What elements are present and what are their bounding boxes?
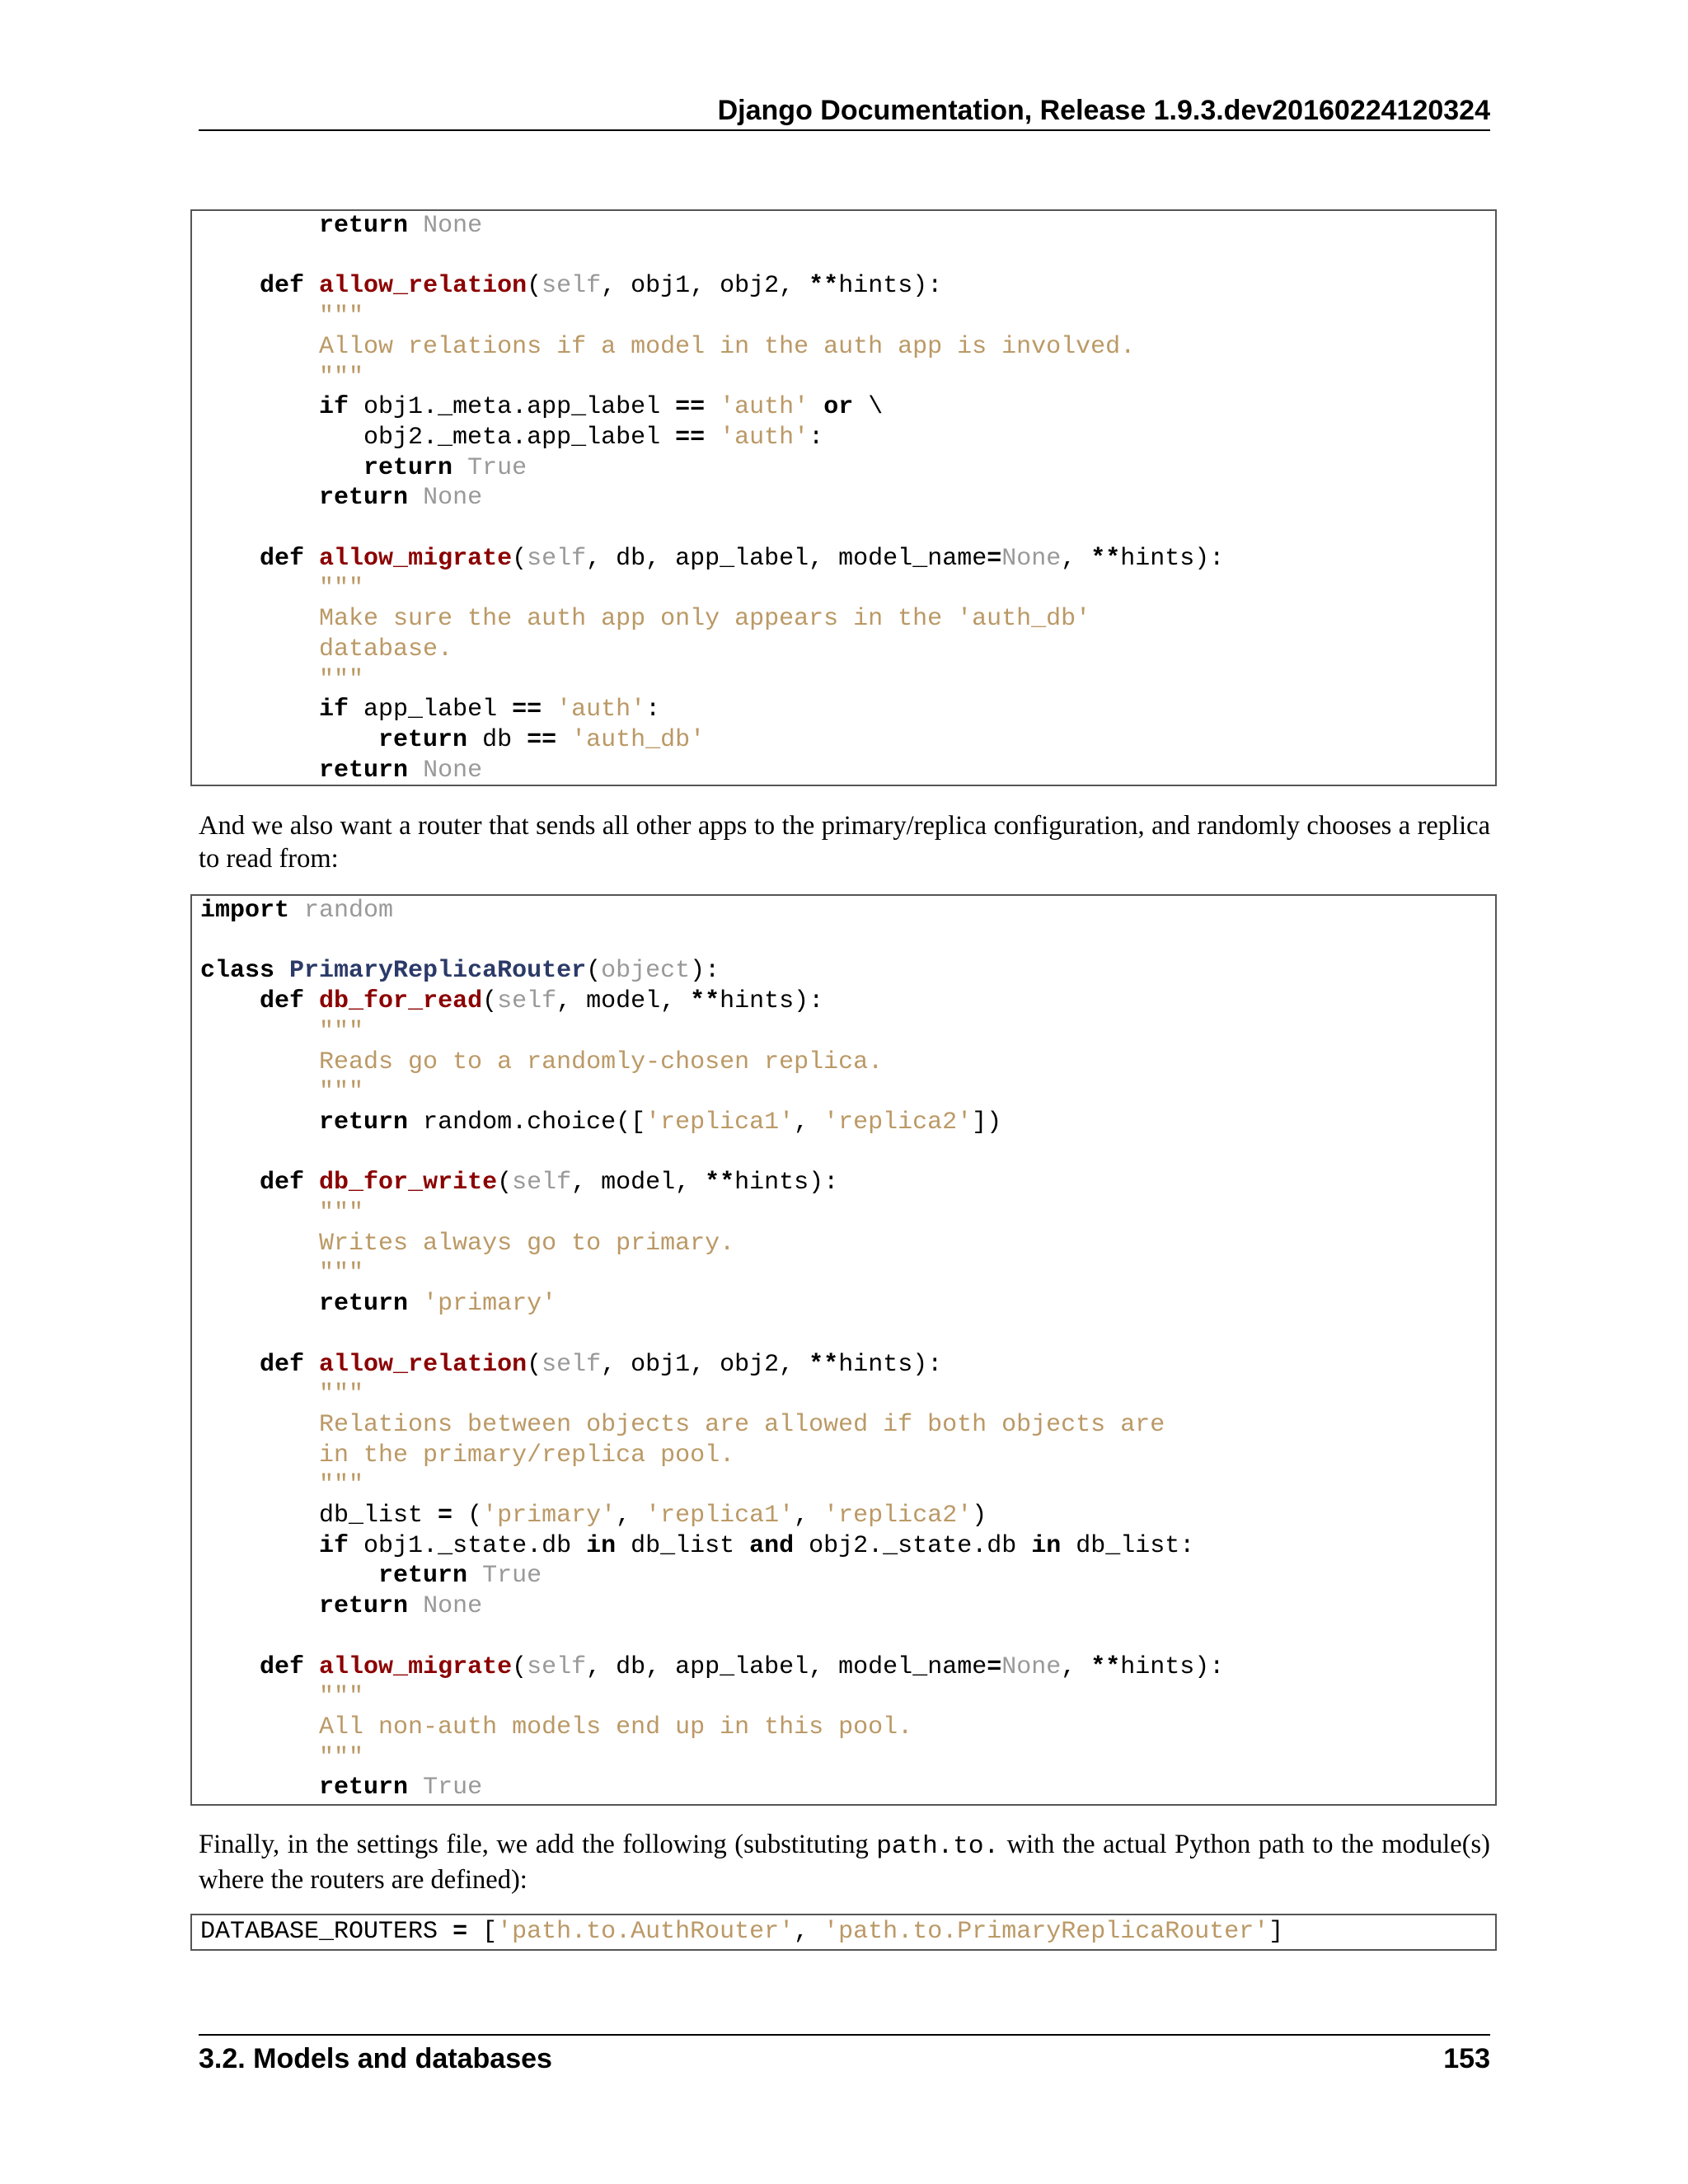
code-token: 'auth'	[720, 423, 809, 452]
code-line	[200, 1471, 363, 1499]
code-token: None	[423, 1592, 483, 1621]
code-token: =	[987, 544, 1002, 573]
code-token: 'auth'	[720, 393, 809, 422]
code-line	[200, 545, 1224, 573]
code-token: hints):	[734, 1169, 839, 1197]
code-line	[200, 212, 482, 240]
code-token: return	[319, 212, 409, 240]
code-line	[200, 1108, 1001, 1137]
code-token: None	[423, 212, 483, 240]
code-token: ,	[1061, 1652, 1091, 1681]
code-token	[200, 212, 319, 240]
code-token: (	[586, 957, 602, 986]
code-token: def	[260, 1350, 305, 1379]
code-token: 'replica2'	[823, 1502, 973, 1530]
code-line	[200, 1411, 1165, 1439]
code-token	[408, 1774, 423, 1802]
code-token: obj2._state.db	[794, 1531, 1032, 1560]
code-token: def	[260, 272, 305, 301]
code-line	[200, 1683, 363, 1711]
code-token: , obj1, obj2,	[601, 1350, 809, 1379]
code-token: **	[1090, 1652, 1121, 1681]
code-token: return	[319, 484, 409, 513]
code-token: None	[1001, 1652, 1062, 1681]
code-token	[200, 574, 319, 602]
code-token	[200, 545, 260, 573]
code-token: =	[452, 1918, 468, 1946]
code-token	[200, 726, 378, 754]
code-token: \	[853, 393, 884, 422]
code-token: or	[823, 393, 854, 422]
code-token: object	[601, 957, 691, 986]
code-token: (	[512, 544, 528, 573]
code-line	[200, 424, 823, 452]
code-token	[556, 726, 571, 754]
code-token	[200, 484, 319, 512]
code-token: def	[260, 1169, 305, 1197]
code-token: None	[423, 756, 483, 785]
code-token: database.	[319, 635, 453, 663]
code-token: self	[527, 1652, 587, 1681]
code-line	[200, 1441, 734, 1469]
code-token: :	[809, 423, 824, 452]
running-footer	[199, 2039, 1490, 2079]
code-token	[304, 1653, 319, 1681]
code-line	[200, 1380, 363, 1408]
code-token	[200, 1683, 319, 1711]
code-token: True	[423, 1774, 483, 1802]
code-token: return	[378, 725, 468, 754]
code-line	[200, 987, 823, 1015]
code-token: ==	[512, 696, 542, 724]
section-title: 3.2. Models and databases	[199, 2043, 552, 2074]
code-token: self	[527, 544, 587, 573]
code-token	[200, 1230, 319, 1258]
code-line	[200, 1774, 482, 1802]
code-token	[200, 1653, 260, 1681]
code-token: allow_migrate	[319, 544, 513, 573]
code-token: **	[705, 1169, 735, 1197]
code-token: , db, app_label, model_name	[586, 544, 987, 573]
code-token: if	[319, 696, 349, 724]
code-line	[200, 363, 363, 391]
running-header: Django Documentation, Release 1.9.3.dev20160224120324	[717, 95, 1490, 126]
footer-rule	[199, 2034, 1490, 2036]
code-token	[200, 1351, 260, 1379]
code-token: **	[809, 272, 839, 301]
code-line	[200, 1592, 482, 1620]
code-token: ,	[794, 1502, 824, 1530]
code-token	[200, 987, 260, 1015]
code-token: 'primary'	[423, 1290, 557, 1319]
code-token: def	[260, 1652, 305, 1681]
code-token	[200, 1592, 319, 1620]
code-token	[200, 1774, 319, 1802]
code-line	[200, 757, 482, 785]
code-token: """	[319, 1199, 364, 1228]
code-token	[200, 454, 363, 482]
code-line	[200, 1502, 987, 1530]
code-block-primary-replica-router	[190, 894, 1497, 1806]
code-token: return	[378, 1562, 468, 1591]
code-token: [	[467, 1918, 498, 1946]
code-line	[200, 484, 482, 512]
code-token	[200, 333, 319, 361]
code-token	[408, 1592, 423, 1620]
code-token: hints):	[838, 1350, 943, 1379]
header-rule	[199, 129, 1490, 131]
code-line	[200, 696, 660, 724]
code-token: return	[319, 1290, 409, 1319]
code-token	[304, 545, 319, 573]
code-token: (	[527, 1350, 542, 1379]
code-token	[200, 1471, 319, 1499]
code-token: """	[319, 574, 364, 603]
code-token	[304, 272, 319, 300]
code-token: True	[467, 453, 528, 482]
code-token	[200, 1108, 319, 1137]
code-token: Allow relations if a model in the auth app is involved.	[319, 332, 1136, 361]
code-token: """	[319, 1380, 364, 1409]
code-token: """	[319, 1683, 364, 1712]
code-token: , model,	[556, 987, 691, 1016]
code-token	[200, 1562, 378, 1590]
code-listing	[192, 1915, 1495, 1948]
code-token: 'replica1'	[645, 1108, 795, 1137]
code-token: , model,	[571, 1169, 706, 1197]
code-token	[467, 1562, 482, 1590]
code-token	[200, 1380, 319, 1408]
code-token	[200, 1169, 260, 1197]
code-token: db_list	[616, 1531, 750, 1560]
code-token	[200, 1078, 319, 1106]
code-token: DATABASE_ROUTERS	[200, 1918, 453, 1946]
code-token: hints):	[1120, 1652, 1225, 1681]
code-token: hints):	[1120, 544, 1225, 573]
code-token: Relations between objects are allowed if both objects are	[319, 1410, 1165, 1439]
code-token: =	[438, 1502, 453, 1530]
code-token: PrimaryReplicaRouter	[289, 957, 587, 986]
code-token: 'primary'	[482, 1502, 617, 1530]
code-token: 'replica2'	[823, 1108, 973, 1137]
code-token	[200, 1744, 319, 1772]
code-token	[705, 393, 720, 421]
code-token	[200, 1259, 319, 1287]
code-token: 'replica1'	[645, 1502, 795, 1530]
code-token: 'auth_db'	[571, 725, 706, 754]
code-token: """	[319, 1259, 364, 1288]
code-token: ==	[527, 725, 557, 754]
code-token: """	[319, 302, 364, 331]
code-line	[200, 1744, 363, 1772]
code-token: class	[200, 957, 275, 986]
code-token: 'path.to.PrimaryReplicaRouter'	[823, 1918, 1269, 1946]
code-token	[200, 363, 319, 391]
code-token	[542, 696, 556, 724]
code-token	[200, 1441, 319, 1469]
code-listing	[192, 896, 1495, 1803]
code-token	[304, 1351, 319, 1379]
code-line	[200, 726, 705, 754]
code-token: obj1._state.db	[349, 1531, 587, 1560]
code-token	[274, 957, 289, 985]
code-token: self	[542, 272, 602, 301]
code-line	[200, 1713, 912, 1741]
code-token	[200, 635, 319, 663]
code-token: , db, app_label, model_name	[586, 1652, 987, 1681]
code-token: None	[423, 484, 483, 513]
code-token: """	[319, 1078, 364, 1107]
code-token: (	[527, 272, 542, 301]
code-token	[408, 212, 423, 240]
code-token: ==	[675, 423, 706, 452]
code-token	[452, 454, 467, 482]
code-token	[200, 696, 319, 724]
code-line	[200, 574, 363, 602]
code-token: in the primary/replica pool.	[319, 1441, 735, 1469]
code-token: **	[1090, 544, 1121, 573]
code-line	[200, 1351, 942, 1379]
code-token: """	[319, 1743, 364, 1772]
code-token: Reads go to a randomly-chosen replica.	[319, 1047, 884, 1076]
code-token: db_for_read	[319, 987, 483, 1016]
code-line	[200, 957, 720, 985]
code-token	[200, 1713, 319, 1741]
code-line	[200, 1230, 734, 1258]
code-token: **	[690, 987, 720, 1016]
code-line	[200, 302, 363, 330]
code-token: None	[1001, 544, 1062, 573]
code-line	[200, 1290, 556, 1318]
code-token: in	[1031, 1531, 1062, 1560]
code-token: obj2._meta.app_label	[200, 423, 676, 452]
code-token: True	[482, 1562, 542, 1591]
code-token: import	[200, 897, 290, 925]
code-line	[200, 1532, 1194, 1560]
code-token	[408, 757, 423, 785]
code-token: if	[319, 393, 349, 422]
code-token: return	[319, 756, 409, 785]
code-token	[200, 1199, 319, 1227]
code-token	[200, 1411, 319, 1439]
code-token: def	[260, 544, 305, 573]
code-token	[200, 1290, 319, 1318]
code-token: self	[542, 1350, 602, 1379]
code-token: db_list:	[1061, 1531, 1195, 1560]
code-token: random.choice([	[408, 1108, 646, 1137]
code-token: """	[319, 1017, 364, 1046]
code-token: db_list	[200, 1502, 438, 1530]
code-token	[200, 666, 319, 694]
code-token	[304, 987, 319, 1015]
code-token: obj1._meta.app_label	[349, 393, 676, 422]
code-line	[200, 666, 363, 694]
code-token: ,	[794, 1918, 824, 1946]
code-line	[200, 1169, 838, 1197]
code-token: db_for_write	[319, 1169, 498, 1197]
page-number: 153	[1443, 2043, 1490, 2074]
code-token: **	[809, 1350, 839, 1379]
code-token: if	[319, 1531, 349, 1560]
code-token: ,	[794, 1108, 824, 1137]
paragraph-text: And we also want a router that sends all other apps to the primary/replica configuration, and randomly chooses a replica to read from:	[199, 811, 1490, 874]
code-token	[200, 1048, 319, 1076]
code-token: All non-auth models end up in this pool.	[319, 1713, 913, 1741]
code-token: in	[586, 1531, 617, 1560]
code-token: def	[260, 987, 305, 1016]
code-token	[289, 897, 304, 925]
code-block-settings	[190, 1914, 1497, 1951]
code-line	[200, 1562, 542, 1590]
code-token: , obj1, obj2,	[601, 272, 809, 301]
code-token: db	[467, 725, 528, 754]
code-token	[705, 424, 720, 452]
code-token: allow_relation	[319, 1350, 528, 1379]
code-token: (	[497, 1169, 513, 1197]
code-line	[200, 1259, 363, 1287]
code-token: 'auth'	[556, 696, 646, 724]
code-token	[200, 605, 319, 633]
code-token: )	[972, 1502, 987, 1530]
code-token: self	[512, 1169, 572, 1197]
code-token: app_label	[349, 696, 513, 724]
code-token	[200, 757, 319, 785]
code-token: return	[319, 1774, 409, 1802]
code-token: (	[512, 1652, 528, 1681]
paragraph-text-start: Finally, in the settings file, we add the following (substituting	[199, 1830, 877, 1859]
code-token: Writes always go to primary.	[319, 1229, 735, 1258]
code-token: (	[482, 987, 498, 1016]
body-paragraph	[199, 809, 1490, 875]
code-line	[200, 393, 883, 421]
code-line	[200, 1918, 1283, 1946]
code-line	[200, 1653, 1224, 1681]
code-token	[408, 1290, 423, 1318]
code-token: """	[319, 1471, 364, 1500]
code-line	[200, 1018, 363, 1046]
code-line	[200, 635, 452, 663]
code-listing	[192, 211, 1495, 785]
code-token: random	[304, 897, 394, 925]
code-line	[200, 272, 942, 300]
code-token: ==	[675, 393, 706, 422]
code-token	[200, 302, 319, 330]
code-token: ,	[616, 1502, 646, 1530]
code-line	[200, 605, 1090, 633]
code-token: return	[363, 453, 453, 482]
paragraph-text-end: with the actual Python path to the module(s) where the routers are defined):	[199, 1830, 1490, 1895]
code-token	[200, 393, 319, 421]
code-token: self	[497, 987, 557, 1016]
code-token	[200, 1018, 319, 1046]
code-token: ,	[1061, 544, 1091, 573]
code-line	[200, 897, 393, 925]
code-token: and	[749, 1531, 795, 1560]
code-token: :	[645, 696, 661, 724]
code-line	[200, 454, 527, 482]
code-token	[809, 393, 823, 421]
code-token: return	[319, 1108, 409, 1137]
code-token: ):	[690, 957, 720, 986]
inline-code: path.to.	[876, 1832, 1000, 1861]
code-line	[200, 1048, 883, 1076]
code-line	[200, 1078, 363, 1106]
code-token: allow_relation	[319, 272, 528, 301]
code-line	[200, 333, 1135, 361]
code-token	[408, 484, 423, 512]
code-block-auth-router	[190, 209, 1497, 786]
code-token: return	[319, 1592, 409, 1621]
code-line	[200, 1199, 363, 1227]
code-token: hints):	[720, 987, 824, 1016]
code-token: hints):	[838, 272, 943, 301]
code-token: Make sure the auth app only appears in the 'auth_db'	[319, 605, 1091, 634]
code-token	[200, 1532, 319, 1560]
code-token: allow_migrate	[319, 1652, 513, 1681]
code-token: (	[452, 1502, 483, 1530]
code-token: ])	[972, 1108, 1002, 1137]
body-paragraph	[199, 1828, 1490, 1896]
code-token: ]	[1268, 1918, 1284, 1946]
code-token: 'path.to.AuthRouter'	[497, 1918, 795, 1946]
code-token	[200, 272, 260, 300]
code-token: """	[319, 665, 364, 694]
code-token: """	[319, 363, 364, 391]
code-token	[304, 1169, 319, 1197]
code-token: =	[987, 1652, 1002, 1681]
